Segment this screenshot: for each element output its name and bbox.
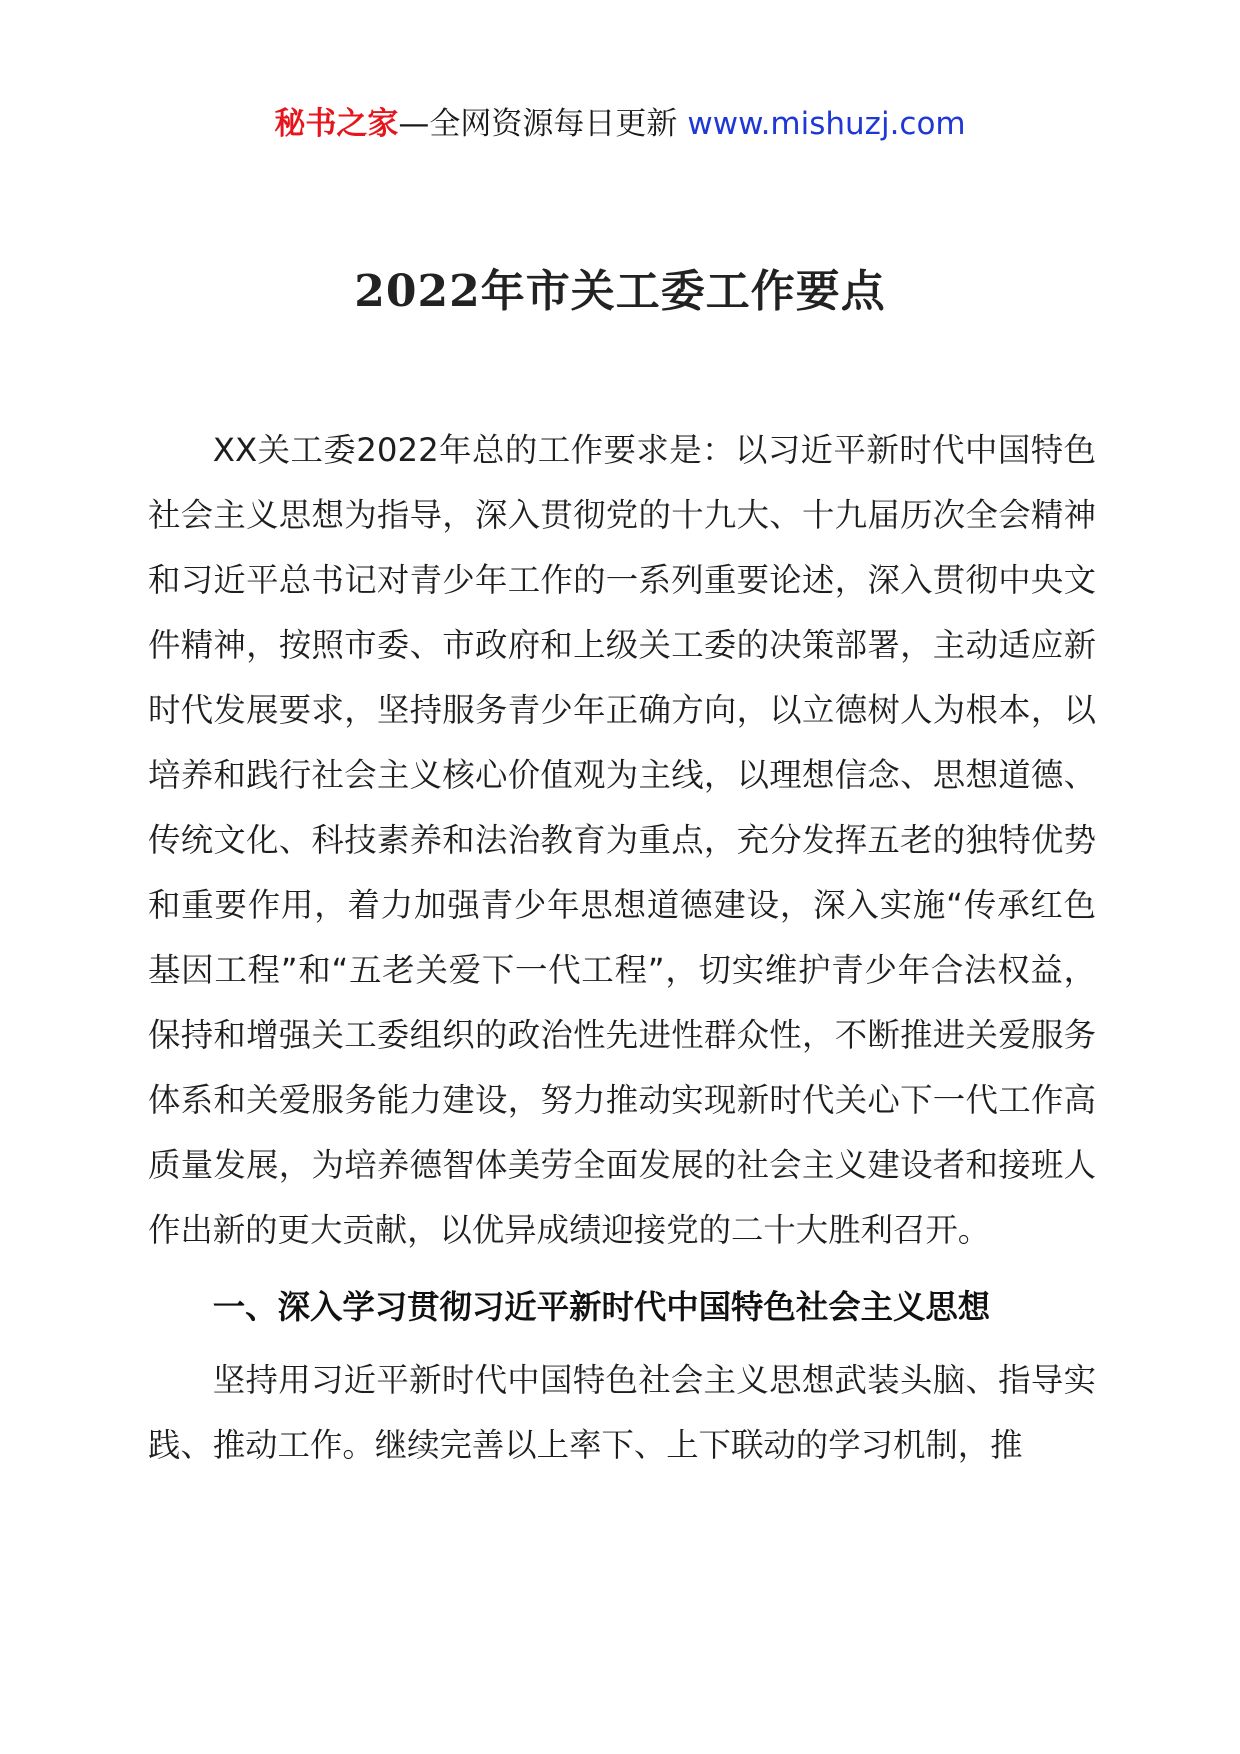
page-header [0,100,1240,148]
intro-paragraph: XX关工委2022年总的工作要求是：以习近平新时代中国特色社会主义思想为指导，深入贯彻党的十九大、十九届历次全会精神和习近平总书记对青少年工作的一系列重要论述，深入贯彻中央文件精神，按照市委、市政府和上级关工委的决策部署，主动适应新时代发展要求，坚持服务青少年正确方向，以立德树人为根本，以培养和践行社会主义核心价值观为主线，以理想信念、思想道德、传统文化、科技素养和法治教育为重点，充分发挥五老的独特优势和重要作用，着力加强青少年思想道德建设，深入实施“传承红色基因工程”和“五老关爱下一代工程”，切实维护青少年合法权益，保持和增强关工委组织的政治性先进性群众性，不断推进关爱服务体系和关爱服务能力建设，努力推动实现新时代关心下一代工作高质量发展，为培养德智体美劳全面发展的社会主义建设者和接班人作出新的更大贡献，以优异成绩迎接党的二十大胜利召开。 [148,431,1096,1249]
document-title: 2022年市关工委工作要点 [354,266,886,317]
document-body [148,418,1096,1478]
section-paragraph: 坚持用习近平新时代中国特色社会主义思想武装头脑、指导实践、推动工作。继续完善以上率下、上下联动的学习机制，推 [148,1361,1096,1464]
section-heading: 一、深入学习贯彻习近平新时代中国特色社会主义思想 [212,1288,991,1326]
brand-name: 秘书之家 [274,106,399,142]
website-link[interactable]: www.mishuzj.com [687,106,966,142]
header-tagline: —全网资源每日更新 [398,106,678,142]
